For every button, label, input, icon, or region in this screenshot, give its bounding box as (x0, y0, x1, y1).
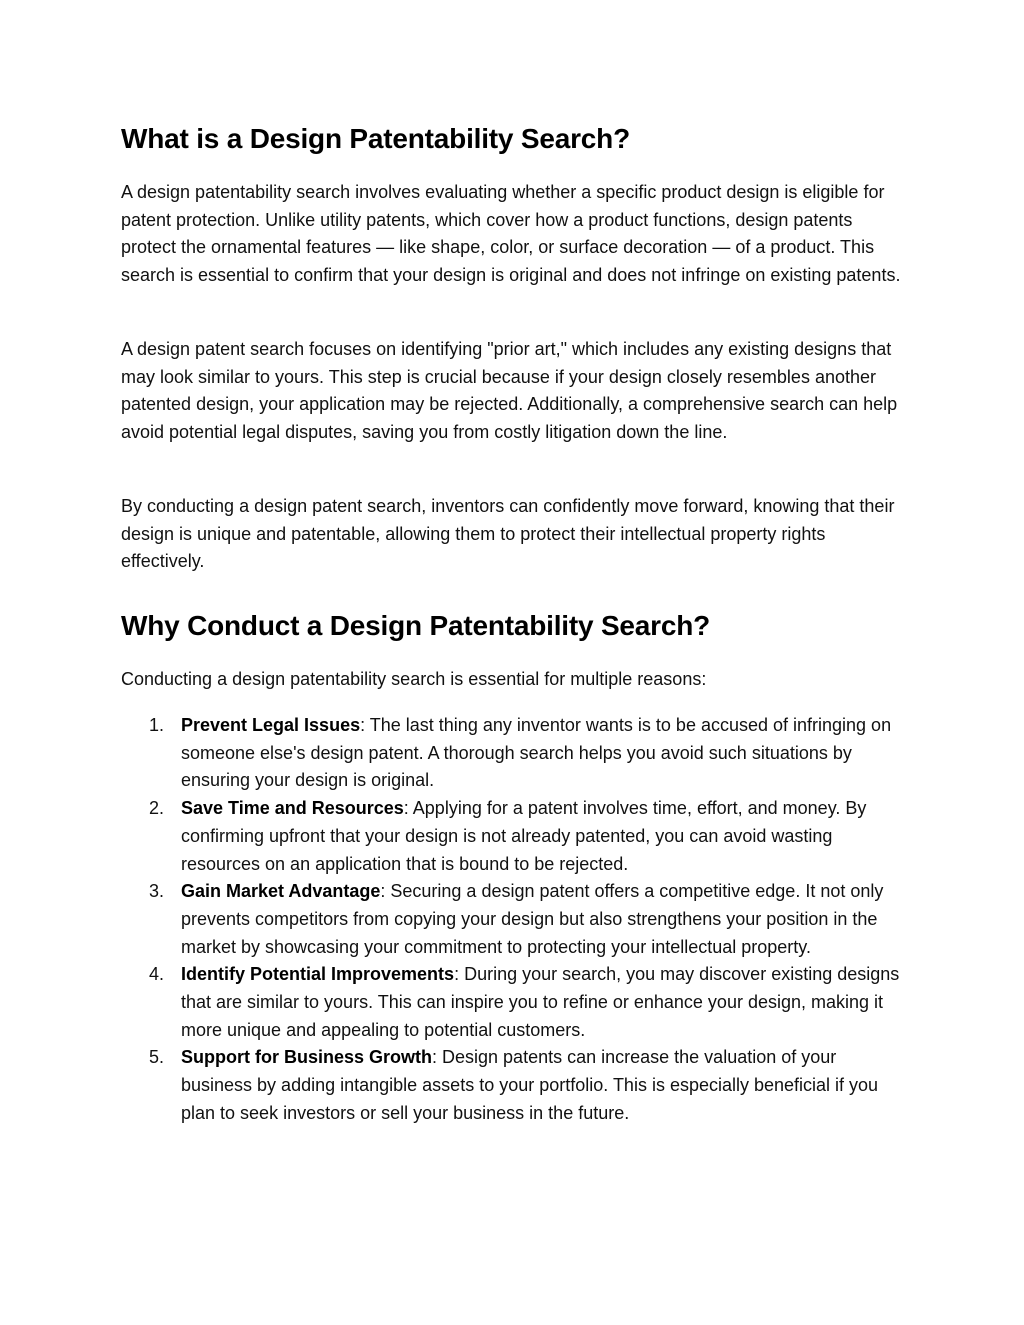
list-item (121, 1044, 911, 1127)
list-item-text: : During your search, you may discover existing designs that are similar to yours. This can inspire you to refine or enhance your design, making it more unique and appealing to potential customers. (181, 964, 900, 1040)
list-item-text: : Applying for a patent involves time, effort, and money. By confirming upfront that your design is not already patented, you can avoid wasting resources on an application that is bound to be rejected. (181, 798, 867, 874)
list-item (121, 712, 911, 795)
list-item-title: Save Time and Resources (181, 798, 404, 819)
paragraph-definition: A design patentability search involves evaluating whether a specific product design is eligible for patent protection. Unlike utility patents, which cover how a product functions, design patents protect the ornamental features — like shape, color, or surface decoration — of a product. This search is essential to confirm that your design is original and does not infringe on existing patents. (121, 182, 901, 286)
list-item-text: : The last thing any inventor wants is to be accused of infringing on someone else's design patent. A thorough search helps you avoid such situations by ensuring your design is original. (181, 715, 892, 791)
list-item-text: : Securing a design patent offers a competitive edge. It not only prevents competitors from copying your design but also strengthens your position in the market by showcasing your commitment to protecting your intellectual property. (181, 881, 884, 957)
paragraph-reasons-intro: Conducting a design patentability search is essential for multiple reasons: (121, 669, 707, 689)
list-item-number: 1. (149, 715, 165, 735)
list-item (121, 878, 911, 961)
section-heading-what-is: What is a Design Patentability Search? (121, 123, 630, 154)
list-item-number: 2. (149, 798, 165, 819)
list-item-title: Support for Business Growth (181, 1047, 433, 1068)
list-item (121, 795, 911, 878)
reasons-list (121, 712, 911, 1128)
section-heading-why-conduct: Why Conduct a Design Patentability Search? (121, 610, 711, 641)
list-item (121, 961, 911, 1044)
list-item-title: Prevent Legal Issues (181, 715, 361, 735)
paragraph-prior-art: A design patent search focuses on identifying "prior art," which includes any existing designs that may look similar to yours. This step is crucial because if your design closely resembles another patented design, your application may be rejected. Additionally, a comprehensive search can help avoid potential legal disputes, saving you from costly litigation down the line. (121, 339, 898, 443)
list-item-number: 5. (149, 1047, 165, 1068)
list-item-title: Identify Potential Improvements (181, 964, 455, 985)
paragraph-conclusion: By conducting a design patent search, inventors can confidently move forward, knowing that their design is unique and patentable, allowing them to protect their intellectual property rights effectively. (121, 496, 895, 572)
list-item-number: 4. (149, 964, 165, 985)
list-item-text: : Design patents can increase the valuation of your business by adding intangible assets to your portfolio. This is especially beneficial if you plan to seek investors or sell your business in the future. (181, 1047, 879, 1123)
list-item-title: Gain Market Advantage (181, 881, 381, 902)
list-item-number: 3. (149, 881, 165, 902)
